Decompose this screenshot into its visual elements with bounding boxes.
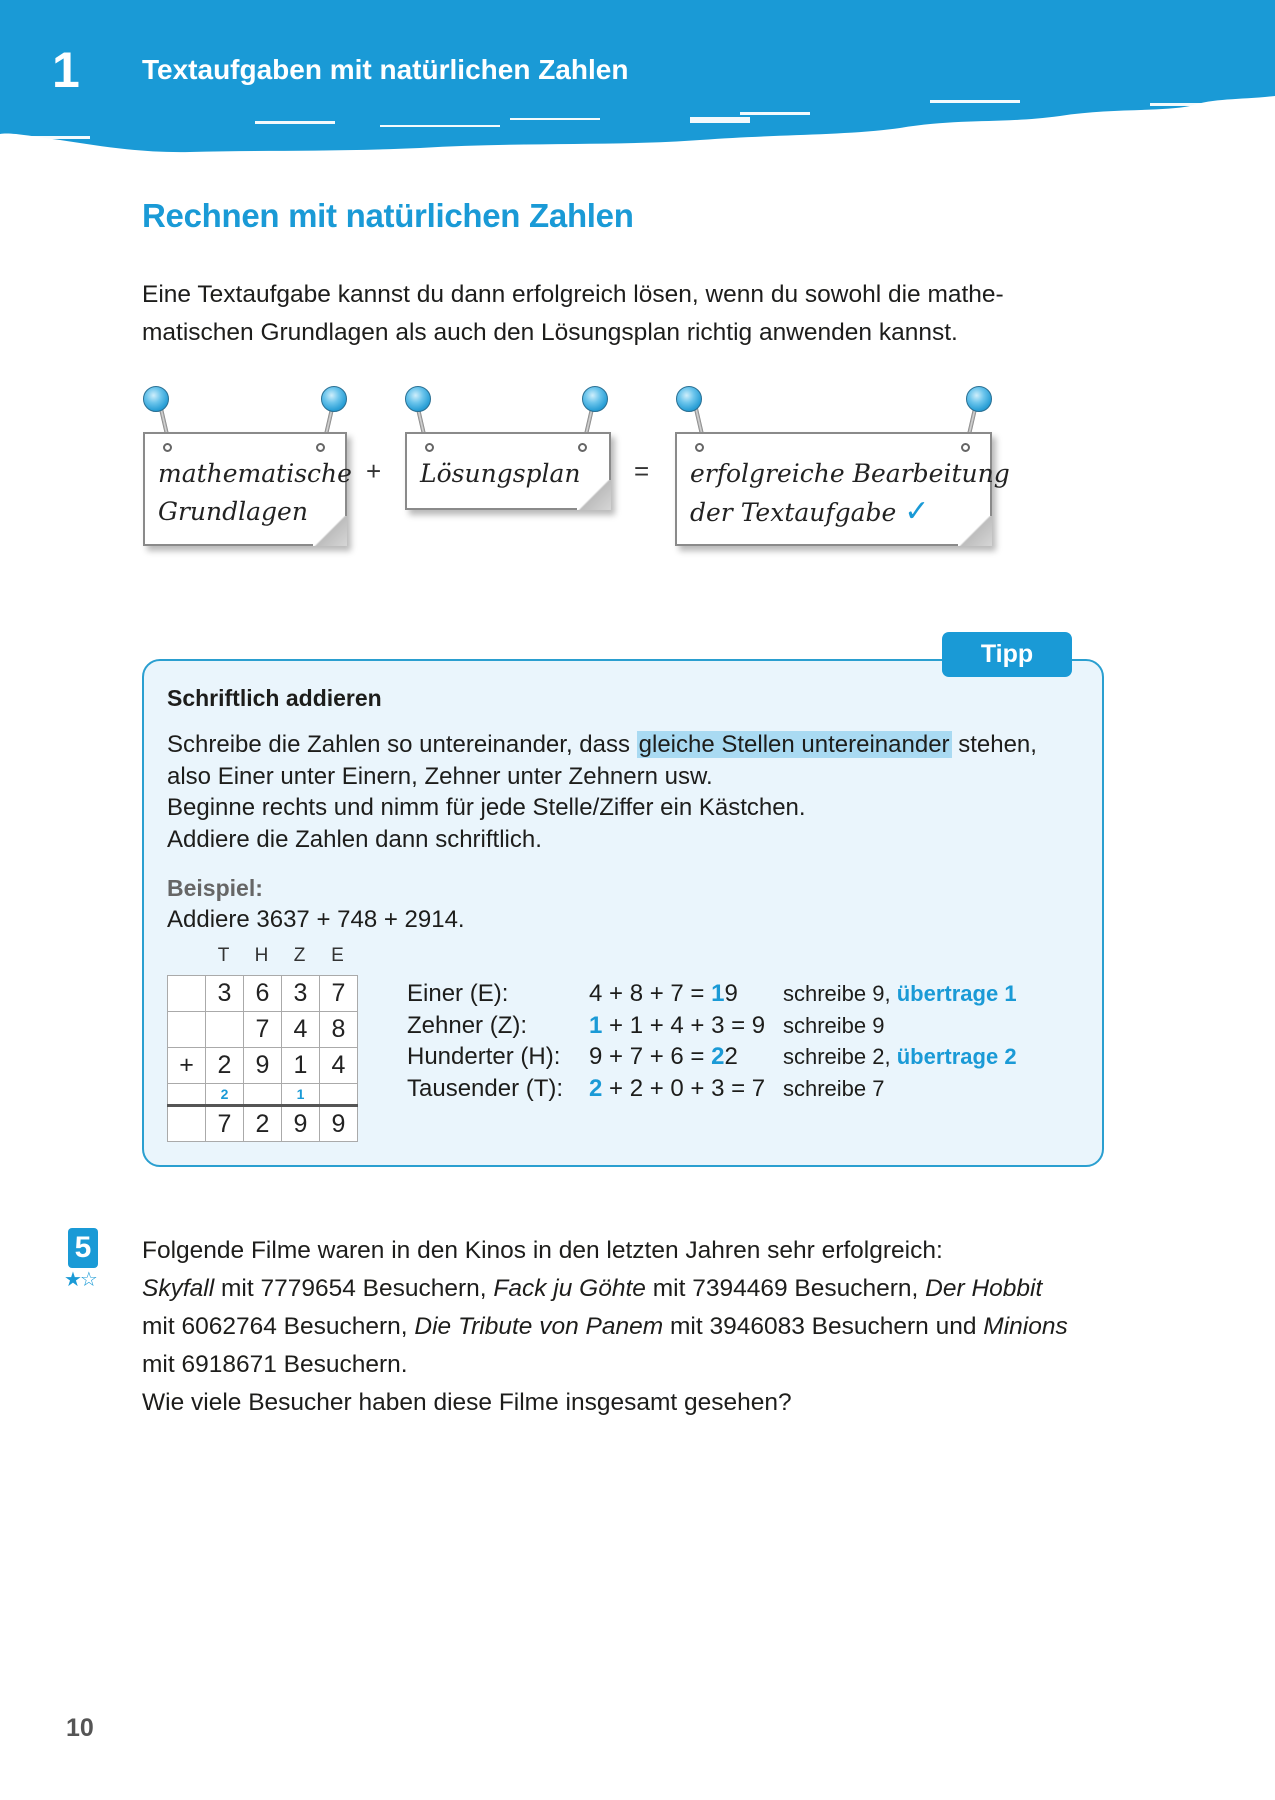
film-visitors: 3946083 [709, 1313, 805, 1340]
note-text: schreibe 2, [783, 1044, 897, 1069]
example-label: Beispiel: [167, 875, 263, 901]
result-cell: 9 [320, 1106, 358, 1142]
task-word: Besuchern. [276, 1351, 408, 1378]
carry-row [168, 1084, 358, 1106]
task-word: mit [645, 1275, 693, 1302]
eq-text: 2 [724, 1043, 738, 1070]
task-word: mit [214, 1275, 261, 1302]
result-cell: 9 [282, 1106, 320, 1142]
task-line [142, 1270, 1102, 1308]
difficulty-stars-icon: ★☆ [64, 1267, 96, 1291]
grid-cell: 4 [282, 1012, 320, 1048]
example-task: Addiere 3637 + 748 + 2914. [167, 906, 465, 933]
pin-hole [961, 443, 970, 452]
step-note [783, 1073, 885, 1105]
intro-line: Eine Textaufgabe kannst du dann erfolgreich lösen, wenn du sowohl die mathe- [142, 281, 1004, 308]
place-header: T [217, 945, 230, 966]
place-header: Z [293, 945, 306, 966]
grid-cell [168, 976, 206, 1012]
task-word: Besuchern, [787, 1275, 926, 1302]
result-cell [168, 1106, 206, 1142]
note-text: schreibe 7 [783, 1075, 885, 1101]
pin-hole [695, 443, 704, 452]
task-word: mit [142, 1351, 182, 1378]
note-text: Grundlagen [158, 497, 308, 526]
pin-hole [425, 443, 434, 452]
intro-paragraph [142, 276, 1072, 352]
note-text: Lösungsplan [420, 459, 581, 488]
grid-cell [206, 1012, 244, 1048]
result-cell: 7 [206, 1106, 244, 1142]
pushpin-icon [676, 386, 702, 412]
eq-text: 4 + 8 + 7 = [589, 980, 712, 1007]
step-note [783, 1041, 1017, 1073]
note-text: erfolgreiche Bearbeitung [690, 459, 1010, 488]
task-line [142, 1346, 1102, 1384]
note-fold [958, 516, 992, 546]
film-visitors: 6918671 [181, 1351, 277, 1378]
grid-cell: 6 [244, 976, 282, 1012]
eq-text: 9 [724, 980, 738, 1007]
note-fold [577, 480, 611, 510]
step-equation [589, 1010, 765, 1042]
grid-cell: 2 [206, 1048, 244, 1084]
task-word: Besuchern und [804, 1313, 984, 1340]
step-label: Hunderter (H): [407, 1043, 561, 1070]
eq-carry-digit: 1 [711, 980, 725, 1007]
grid-row [168, 976, 358, 1012]
place-header: H [254, 945, 269, 966]
carry-cell: 2 [206, 1084, 244, 1106]
step-note [783, 978, 1017, 1010]
note-text-line: der Textaufgabe [690, 498, 897, 527]
carry-note: übertrage 1 [896, 981, 1017, 1006]
result-cell: 2 [244, 1106, 282, 1142]
chapter-header [0, 0, 1275, 160]
task-word: Besuchern, [355, 1275, 494, 1302]
highlighted-text: gleiche Stellen untereinander [638, 731, 950, 758]
equals-operator: = [634, 456, 650, 486]
film-title: Die Tribute von Panem [414, 1313, 664, 1340]
carry-cell [244, 1084, 282, 1106]
grid-cell: 7 [244, 1012, 282, 1048]
carry-note: übertrage 2 [896, 1044, 1017, 1069]
eq-text: + 1 + 4 + 3 = 9 [602, 1011, 766, 1039]
grid-cell [168, 1012, 206, 1048]
film-visitors: 7394469 [692, 1275, 788, 1302]
film-title: Der Hobbit [925, 1275, 1043, 1302]
task-word: mit [142, 1313, 182, 1340]
task-text [142, 1232, 1102, 1422]
pushpin-icon [143, 386, 169, 412]
grid-row [168, 1012, 358, 1048]
eq-carry-digit: 1 [589, 1011, 603, 1039]
note-text: schreibe 9 [783, 1012, 885, 1038]
pin-hole [316, 443, 325, 452]
grid-cell: 9 [244, 1048, 282, 1084]
result-row [168, 1106, 358, 1142]
pushpin-icon [405, 386, 431, 412]
tip-body [167, 729, 1087, 855]
grid-cell: 3 [282, 976, 320, 1012]
task-question: Wie viele Besucher haben diese Filme insgesamt gesehen? [142, 1389, 792, 1416]
task-word: mit [663, 1313, 710, 1340]
grid-cell: 4 [320, 1048, 358, 1084]
page-number: 10 [66, 1714, 94, 1742]
film-visitors: 6062764 [181, 1313, 277, 1340]
note-fold [313, 516, 347, 546]
pushpin-icon [582, 386, 608, 412]
film-title: Minions [983, 1313, 1068, 1340]
grid-cell: 8 [320, 1012, 358, 1048]
eq-text: + 2 + 0 + 3 = 7 [602, 1074, 766, 1102]
step-label: Zehner (Z): [407, 1011, 528, 1039]
tip-line [167, 729, 1087, 761]
step-equation [589, 978, 738, 1010]
intro-line: matischen Grundlagen als auch den Lösungsplan richtig anwenden kannst. [142, 319, 958, 346]
tip-line: Beginne rechts und nimm für jede Stelle/Ziffer ein Kästchen. [167, 794, 806, 821]
step-equation [589, 1073, 765, 1105]
step-label: Einer (E): [407, 980, 509, 1007]
grid-cell: 7 [320, 976, 358, 1012]
tip-text: stehen, [951, 731, 1037, 758]
pin-hole [163, 443, 172, 452]
tip-line: also Einer unter Einern, Zehner unter Zehnern usw. [167, 762, 713, 790]
carry-cell [320, 1084, 358, 1106]
pushpin-icon [321, 386, 347, 412]
film-title: Fack ju Göhte [493, 1275, 646, 1302]
task-word: Besuchern, [276, 1313, 415, 1340]
step-label: Tausender (T): [407, 1074, 564, 1102]
tip-line: Addiere die Zahlen dann schriftlich. [167, 825, 542, 853]
pin-hole [578, 443, 587, 452]
task-line [142, 1308, 1102, 1346]
film-title: Skyfall [142, 1275, 215, 1302]
step-equation [589, 1041, 738, 1073]
task-number-badge: 5 [68, 1228, 98, 1268]
grid-cell: + [168, 1048, 206, 1084]
section-title: Rechnen mit natürlichen Zahlen [142, 197, 634, 234]
chapter-title: Textaufgaben mit natürlichen Zahlen [142, 54, 629, 85]
eq-text: 9 + 7 + 6 = [589, 1043, 712, 1070]
grid-cell: 3 [206, 976, 244, 1012]
pushpin-icon [966, 386, 992, 412]
addition-grid [167, 975, 358, 1142]
eq-carry-digit: 2 [589, 1074, 603, 1102]
step-note [783, 1010, 885, 1042]
grid-row [168, 1048, 358, 1084]
chapter-number: 1 [52, 42, 80, 98]
note-text [690, 493, 929, 532]
checkmark-icon: ✓ [904, 494, 930, 529]
tip-text: Schreibe die Zahlen so untereinander, dass [167, 731, 637, 758]
grid-cell: 1 [282, 1048, 320, 1084]
task-line: Folgende Filme waren in den Kinos in den letzten Jahren sehr erfolgreich: [142, 1237, 943, 1264]
film-visitors: 7779654 [260, 1275, 356, 1302]
tip-heading: Schriftlich addieren [167, 685, 382, 711]
note-text: mathematische [158, 459, 352, 488]
eq-carry-digit: 2 [711, 1043, 725, 1070]
plus-operator: + [366, 456, 382, 486]
tip-tab: Tipp [942, 632, 1072, 677]
note-text: schreibe 9, [783, 981, 897, 1006]
carry-cell [168, 1084, 206, 1106]
place-header: E [331, 945, 344, 966]
carry-cell: 1 [282, 1084, 320, 1106]
